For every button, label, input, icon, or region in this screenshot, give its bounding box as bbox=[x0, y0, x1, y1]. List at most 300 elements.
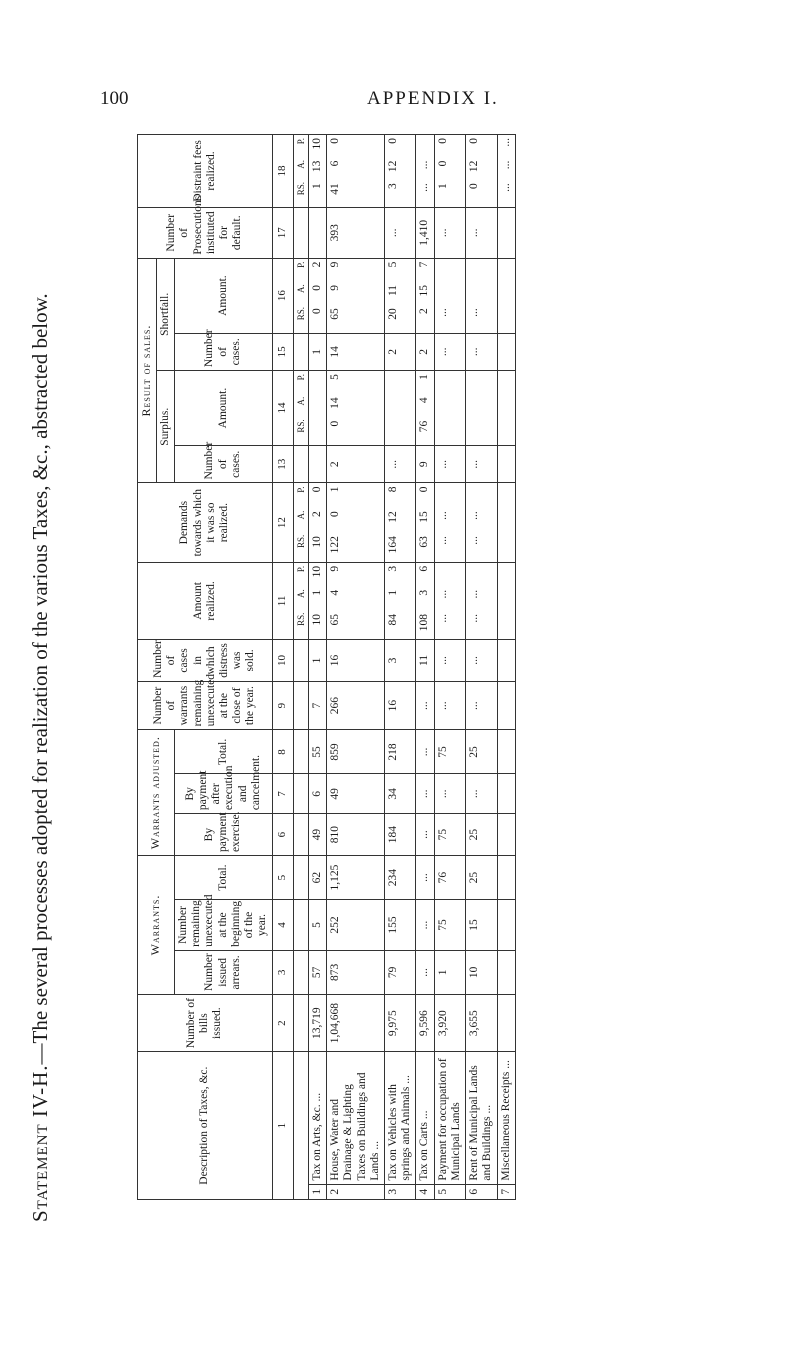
annas: 12 bbox=[386, 511, 399, 523]
annas: 12 bbox=[468, 160, 481, 173]
cell-c4: 5 bbox=[308, 900, 326, 951]
annas: 0 bbox=[329, 511, 342, 518]
cell-c10: ... bbox=[466, 640, 497, 682]
row-index: 1 bbox=[308, 1184, 326, 1199]
unit-label: A. bbox=[295, 396, 306, 406]
cell-c17: ... bbox=[434, 207, 465, 258]
unit-cell bbox=[293, 207, 308, 258]
cell-c7: ... bbox=[466, 774, 497, 814]
cell-c15: 2 bbox=[416, 333, 434, 370]
money-value bbox=[387, 486, 399, 558]
cell-c7: 6 bbox=[308, 774, 326, 814]
cell-c11 bbox=[416, 562, 434, 639]
row-description: Tax on Arts, &c. ... bbox=[308, 1052, 326, 1184]
annas: 1 bbox=[386, 589, 399, 596]
unit-row bbox=[293, 135, 308, 1200]
col-2-header: Number of bills issued. bbox=[138, 994, 273, 1051]
money-value bbox=[329, 566, 341, 636]
cell-c11 bbox=[384, 562, 415, 639]
money-value bbox=[418, 566, 430, 636]
annas: 2 bbox=[310, 511, 323, 518]
col-12-header: Demands towards which it was so realized. bbox=[138, 483, 273, 562]
annas: ... bbox=[468, 589, 481, 599]
cell-c2: 1,04,668 bbox=[327, 994, 385, 1051]
unit-cell bbox=[293, 814, 308, 856]
cell-c17: ... bbox=[466, 207, 497, 258]
rupees: 1 bbox=[310, 183, 323, 190]
unit-label: P. bbox=[295, 261, 306, 268]
annas: 12 bbox=[386, 160, 399, 173]
column-number: 7 bbox=[272, 774, 293, 814]
unit-label: RS. bbox=[295, 306, 306, 321]
cell-c13 bbox=[308, 446, 326, 483]
unit-label: A. bbox=[295, 510, 306, 520]
rupees: 0 bbox=[310, 308, 323, 315]
unit-cell bbox=[293, 774, 308, 814]
rupees: 1 bbox=[436, 183, 449, 190]
rupees: ... bbox=[499, 183, 512, 192]
column-number: 12 bbox=[272, 483, 293, 562]
pies bbox=[468, 262, 480, 283]
money-value bbox=[387, 138, 399, 204]
cell-c8 bbox=[497, 730, 515, 774]
rupees: 0 bbox=[468, 183, 481, 190]
cell-c15: 14 bbox=[327, 333, 385, 370]
cell-c11 bbox=[466, 562, 497, 639]
cell-c18 bbox=[434, 135, 465, 208]
cell-c8: 55 bbox=[308, 730, 326, 774]
row-description: Tax on Vehicles with springs and Animals ... bbox=[384, 1052, 415, 1184]
cell-c12 bbox=[308, 483, 326, 562]
cell-c7: 49 bbox=[327, 774, 385, 814]
statement-table bbox=[137, 134, 516, 1200]
pies bbox=[437, 566, 449, 588]
column-number: 18 bbox=[272, 135, 293, 208]
cell-c7: ... bbox=[434, 774, 465, 814]
cell-c3: 10 bbox=[466, 950, 497, 994]
cell-c7: ... bbox=[416, 774, 434, 814]
cell-c2: 13,719 bbox=[308, 994, 326, 1051]
annas: 15 bbox=[418, 511, 431, 523]
pies: 10 bbox=[310, 137, 323, 150]
rupees: 41 bbox=[329, 183, 342, 195]
money-value bbox=[437, 138, 449, 204]
row-description: Tax on Carts ... bbox=[416, 1052, 434, 1184]
pies: 1 bbox=[418, 374, 431, 380]
cell-c10: 1 bbox=[308, 640, 326, 682]
col-1-header: Description of Taxes, &c. bbox=[138, 1052, 273, 1200]
rotated-table-wrapper bbox=[137, 134, 764, 1200]
cell-c18 bbox=[327, 135, 385, 208]
cell-c7 bbox=[497, 774, 515, 814]
column-number: 14 bbox=[272, 371, 293, 446]
unit-label: A. bbox=[295, 284, 306, 294]
unit-cell bbox=[293, 135, 308, 208]
cell-c18 bbox=[416, 135, 434, 208]
column-number: 4 bbox=[272, 900, 293, 951]
cell-c5: 1,125 bbox=[327, 856, 385, 900]
annas: 14 bbox=[329, 397, 342, 409]
rupees: ... bbox=[468, 536, 481, 545]
annas: 4 bbox=[329, 589, 342, 596]
money-value bbox=[329, 262, 341, 330]
cell-c18 bbox=[308, 135, 326, 208]
cell-c17: 1,410 bbox=[416, 207, 434, 258]
unit-cell bbox=[293, 900, 308, 951]
table-row bbox=[384, 135, 415, 1200]
cell-c10 bbox=[497, 640, 515, 682]
pies: 1 bbox=[329, 486, 342, 493]
rupees: ... bbox=[436, 308, 449, 317]
money-value bbox=[468, 486, 480, 558]
unit-labels bbox=[296, 486, 306, 558]
pies bbox=[468, 487, 480, 510]
cell-c16 bbox=[384, 258, 415, 333]
cell-c11 bbox=[327, 562, 385, 639]
cell-c4: 155 bbox=[384, 900, 415, 951]
cell-c6: ... bbox=[416, 814, 434, 856]
col-13-header: Number of cases. bbox=[175, 446, 273, 483]
cell-c13: 2 bbox=[327, 446, 385, 483]
row-description: Payment for occupation of Municipal Lands bbox=[434, 1052, 465, 1184]
cell-c16 bbox=[308, 258, 326, 333]
table-row bbox=[497, 135, 515, 1200]
unit-label: P. bbox=[295, 486, 306, 493]
rupees: 164 bbox=[386, 536, 399, 554]
rupees: 108 bbox=[418, 613, 431, 632]
annas: 15 bbox=[418, 284, 431, 297]
cell-c14 bbox=[384, 371, 415, 446]
rupees: 65 bbox=[329, 308, 342, 320]
cell-c16 bbox=[327, 258, 385, 333]
unit-cell bbox=[293, 950, 308, 994]
table-row bbox=[308, 135, 326, 1200]
cell-c15: ... bbox=[466, 333, 497, 370]
cell-c4: 75 bbox=[434, 900, 465, 951]
statement-number: Statement IV-H. bbox=[28, 1064, 52, 1222]
cell-c15 bbox=[497, 333, 515, 370]
rupees: 20 bbox=[386, 308, 399, 320]
cell-c2: 3,655 bbox=[466, 994, 497, 1051]
shortfall-group-header: Shortfall. bbox=[156, 258, 174, 370]
cell-c12 bbox=[416, 483, 434, 562]
appendix-title: APPENDIX I. bbox=[367, 88, 499, 109]
col-8-header: Total. bbox=[175, 730, 273, 774]
table-body bbox=[308, 135, 515, 1200]
column-number: 5 bbox=[272, 856, 293, 900]
cell-c9: 7 bbox=[308, 681, 326, 730]
unit-cell bbox=[293, 640, 308, 682]
cell-c15: ... bbox=[434, 333, 465, 370]
cell-c16 bbox=[466, 258, 497, 333]
cell-c2: 3,920 bbox=[434, 994, 465, 1051]
warrants-adjusted-group-header: Warrants adjusted. bbox=[138, 730, 175, 856]
column-number: 6 bbox=[272, 814, 293, 856]
rupees: 84 bbox=[386, 613, 399, 626]
annas: ... bbox=[499, 160, 512, 170]
column-number: 13 bbox=[272, 446, 293, 483]
col-17-header: Number of Prosecutions instituted for default. bbox=[138, 207, 273, 258]
result-of-sales-group-header: Result of sales. bbox=[138, 258, 157, 483]
cell-c13: ... bbox=[434, 446, 465, 483]
cell-c6 bbox=[497, 814, 515, 856]
money-value bbox=[311, 486, 323, 558]
cell-c3: 79 bbox=[384, 950, 415, 994]
cell-c6: 184 bbox=[384, 814, 415, 856]
money-value bbox=[437, 566, 449, 636]
running-header bbox=[0, 88, 800, 112]
pies: 5 bbox=[329, 374, 342, 380]
unit-cell bbox=[293, 562, 308, 639]
rupees: 122 bbox=[329, 536, 342, 554]
unit-label: P. bbox=[295, 565, 306, 573]
column-number: 3 bbox=[272, 950, 293, 994]
cell-c6: 49 bbox=[308, 814, 326, 856]
column-number: 8 bbox=[272, 730, 293, 774]
annas: 6 bbox=[329, 160, 342, 167]
cell-c14 bbox=[466, 371, 497, 446]
row-index: 5 bbox=[434, 1184, 465, 1199]
cell-c12 bbox=[434, 483, 465, 562]
annas bbox=[437, 285, 449, 306]
cell-c15: 2 bbox=[384, 333, 415, 370]
unit-label: P. bbox=[295, 138, 306, 145]
cell-c3: 1 bbox=[434, 950, 465, 994]
cell-c9 bbox=[497, 681, 515, 730]
cell-c12 bbox=[327, 483, 385, 562]
rupees: ... bbox=[468, 613, 481, 623]
unit-cell bbox=[293, 258, 308, 333]
cell-c5: ... bbox=[416, 856, 434, 900]
pies: 0 bbox=[329, 137, 342, 144]
cell-c6: 25 bbox=[466, 814, 497, 856]
cell-c13 bbox=[497, 446, 515, 483]
money-value bbox=[418, 486, 430, 558]
pies: 5 bbox=[386, 261, 399, 268]
cell-c9: ... bbox=[434, 681, 465, 730]
unit-cell bbox=[293, 994, 308, 1051]
money-value bbox=[387, 262, 399, 330]
cell-c9: 266 bbox=[327, 681, 385, 730]
cell-c11 bbox=[497, 562, 515, 639]
cell-c8: 75 bbox=[434, 730, 465, 774]
cell-c10: 16 bbox=[327, 640, 385, 682]
cell-c4: 252 bbox=[327, 900, 385, 951]
pies: 9 bbox=[329, 565, 342, 572]
annas: 4 bbox=[418, 397, 431, 404]
row-index: 4 bbox=[416, 1184, 434, 1199]
money-value bbox=[329, 374, 341, 442]
cell-c14 bbox=[497, 371, 515, 446]
column-number: 16 bbox=[272, 258, 293, 333]
unit-cell bbox=[293, 856, 308, 900]
unit-cell bbox=[293, 371, 308, 446]
table-row bbox=[434, 135, 465, 1200]
money-value bbox=[387, 566, 399, 636]
cell-c14 bbox=[327, 371, 385, 446]
row-description: Rent of Municipal Lands and Buildings ... bbox=[466, 1052, 497, 1184]
col-6-header: By payment exercise. bbox=[175, 814, 273, 856]
pies bbox=[418, 138, 430, 159]
col-16-header: Amount. bbox=[175, 258, 273, 333]
cell-c17: ... bbox=[384, 207, 415, 258]
unit-labels bbox=[296, 262, 306, 330]
pies: 0 bbox=[436, 137, 449, 144]
col-5-header: Total. bbox=[175, 856, 273, 900]
rupees: 0 bbox=[329, 420, 342, 427]
cell-c12 bbox=[466, 483, 497, 562]
unit-labels bbox=[296, 374, 306, 442]
cell-c10: 11 bbox=[416, 640, 434, 682]
column-number: 9 bbox=[272, 681, 293, 730]
header-group-row bbox=[138, 135, 157, 1200]
row-index: 6 bbox=[466, 1184, 497, 1199]
pies: 0 bbox=[468, 137, 481, 144]
column-number: 11 bbox=[272, 562, 293, 639]
annas: 1 bbox=[310, 589, 323, 596]
col-10-header: Number of cases in which distress was sold. bbox=[138, 640, 273, 682]
row-description: House, Water and Drainage & Lighting Taxes on Buildings and Lands ... bbox=[327, 1052, 385, 1184]
annas bbox=[468, 285, 480, 306]
money-value bbox=[418, 374, 430, 442]
unit-label: P. bbox=[295, 374, 306, 381]
rupees: 65 bbox=[329, 613, 342, 626]
pies: 2 bbox=[310, 261, 323, 268]
pies: 8 bbox=[386, 486, 399, 493]
unit-cell bbox=[293, 333, 308, 370]
cell-c8: 859 bbox=[327, 730, 385, 774]
unit-label: RS. bbox=[295, 534, 306, 548]
col-4-header: Number remaining unexecuted at the beginning of the year. bbox=[175, 900, 273, 951]
annas: 3 bbox=[418, 589, 431, 596]
money-value bbox=[500, 138, 512, 204]
cell-c2: 9,975 bbox=[384, 994, 415, 1051]
cell-c4 bbox=[497, 900, 515, 951]
cell-c3 bbox=[497, 950, 515, 994]
cell-c13: ... bbox=[384, 446, 415, 483]
unit-cell bbox=[293, 483, 308, 562]
rupees: 2 bbox=[418, 308, 431, 315]
col-15-header: Number of cases. bbox=[175, 333, 273, 370]
unit-label: RS. bbox=[295, 181, 306, 196]
unit-cell bbox=[293, 446, 308, 483]
annas: 11 bbox=[386, 284, 399, 297]
rupees: 10 bbox=[310, 613, 323, 626]
row-description: Miscellaneous Receipts ... bbox=[497, 1052, 515, 1184]
money-value bbox=[311, 566, 323, 636]
row-index: 7 bbox=[497, 1184, 515, 1199]
unit-labels bbox=[296, 566, 306, 636]
table-row bbox=[466, 135, 497, 1200]
annas: ... bbox=[468, 511, 481, 520]
cell-c11 bbox=[434, 562, 465, 639]
cell-c15: 1 bbox=[308, 333, 326, 370]
unit-cell bbox=[293, 730, 308, 774]
rupees: ... bbox=[468, 308, 481, 317]
money-value bbox=[329, 486, 341, 558]
cell-c7: 34 bbox=[384, 774, 415, 814]
annas: 13 bbox=[310, 160, 323, 173]
cell-c16 bbox=[416, 258, 434, 333]
cell-c13: ... bbox=[466, 446, 497, 483]
money-value bbox=[437, 262, 449, 330]
col-18-header: Distraint fees realized. bbox=[138, 135, 273, 208]
col-14-header: Amount. bbox=[175, 371, 273, 446]
column-number-row bbox=[272, 135, 293, 1200]
cell-c13: 9 bbox=[416, 446, 434, 483]
column-number: 10 bbox=[272, 640, 293, 682]
pies: 7 bbox=[418, 261, 431, 268]
money-value bbox=[468, 566, 480, 636]
cell-c17: 393 bbox=[327, 207, 385, 258]
unit-label: RS. bbox=[295, 612, 306, 626]
cell-c8: 25 bbox=[466, 730, 497, 774]
column-number: 1 bbox=[272, 1052, 293, 1200]
pies: 3 bbox=[386, 565, 399, 572]
rupees: 3 bbox=[386, 183, 399, 190]
cell-c12 bbox=[497, 483, 515, 562]
cell-c3: 873 bbox=[327, 950, 385, 994]
unit-label: RS. bbox=[295, 419, 306, 433]
pies bbox=[437, 262, 449, 283]
col-11-header: Amount realized. bbox=[138, 562, 273, 639]
pies bbox=[468, 566, 480, 588]
money-value bbox=[311, 138, 323, 204]
cell-c16 bbox=[434, 258, 465, 333]
warrants-group-header: Warrants. bbox=[138, 856, 175, 995]
surplus-group-header: Surplus. bbox=[156, 371, 174, 483]
table-row bbox=[416, 135, 434, 1200]
rupees: ... bbox=[436, 613, 449, 623]
pies: 9 bbox=[329, 261, 342, 268]
cell-c4: 15 bbox=[466, 900, 497, 951]
money-value bbox=[329, 138, 341, 204]
money-value bbox=[418, 262, 430, 330]
pies: 6 bbox=[418, 565, 431, 572]
cell-c10: ... bbox=[434, 640, 465, 682]
cell-c18 bbox=[466, 135, 497, 208]
unit-label: A. bbox=[295, 159, 306, 169]
rupees: ... bbox=[418, 183, 431, 192]
annas: ... bbox=[436, 589, 449, 599]
col-3-header: Number issued arrears. bbox=[175, 950, 273, 994]
cell-c5: 76 bbox=[434, 856, 465, 900]
annas: 9 bbox=[329, 284, 342, 291]
cell-c5: 62 bbox=[308, 856, 326, 900]
cell-c2 bbox=[497, 994, 515, 1051]
cell-c6: 75 bbox=[434, 814, 465, 856]
cell-c8: ... bbox=[416, 730, 434, 774]
cell-c9: ... bbox=[466, 681, 497, 730]
pies: 0 bbox=[418, 486, 431, 493]
statement-title bbox=[28, 0, 62, 1222]
cell-c18 bbox=[497, 135, 515, 208]
cell-c6: 810 bbox=[327, 814, 385, 856]
statement-description: —The several processes adopted for realization of the various Taxes, &c., abstracted below. bbox=[28, 293, 52, 1065]
table-row bbox=[327, 135, 385, 1200]
pies: 0 bbox=[386, 137, 399, 144]
money-value bbox=[418, 138, 430, 204]
cell-c3: 57 bbox=[308, 950, 326, 994]
cell-c5: 234 bbox=[384, 856, 415, 900]
row-index: 3 bbox=[384, 1184, 415, 1199]
column-number: 15 bbox=[272, 333, 293, 370]
annas: 0 bbox=[310, 284, 323, 291]
cell-c8: 218 bbox=[384, 730, 415, 774]
cell-c3: ... bbox=[416, 950, 434, 994]
cell-c14 bbox=[308, 371, 326, 446]
page-number: 100 bbox=[100, 88, 129, 109]
